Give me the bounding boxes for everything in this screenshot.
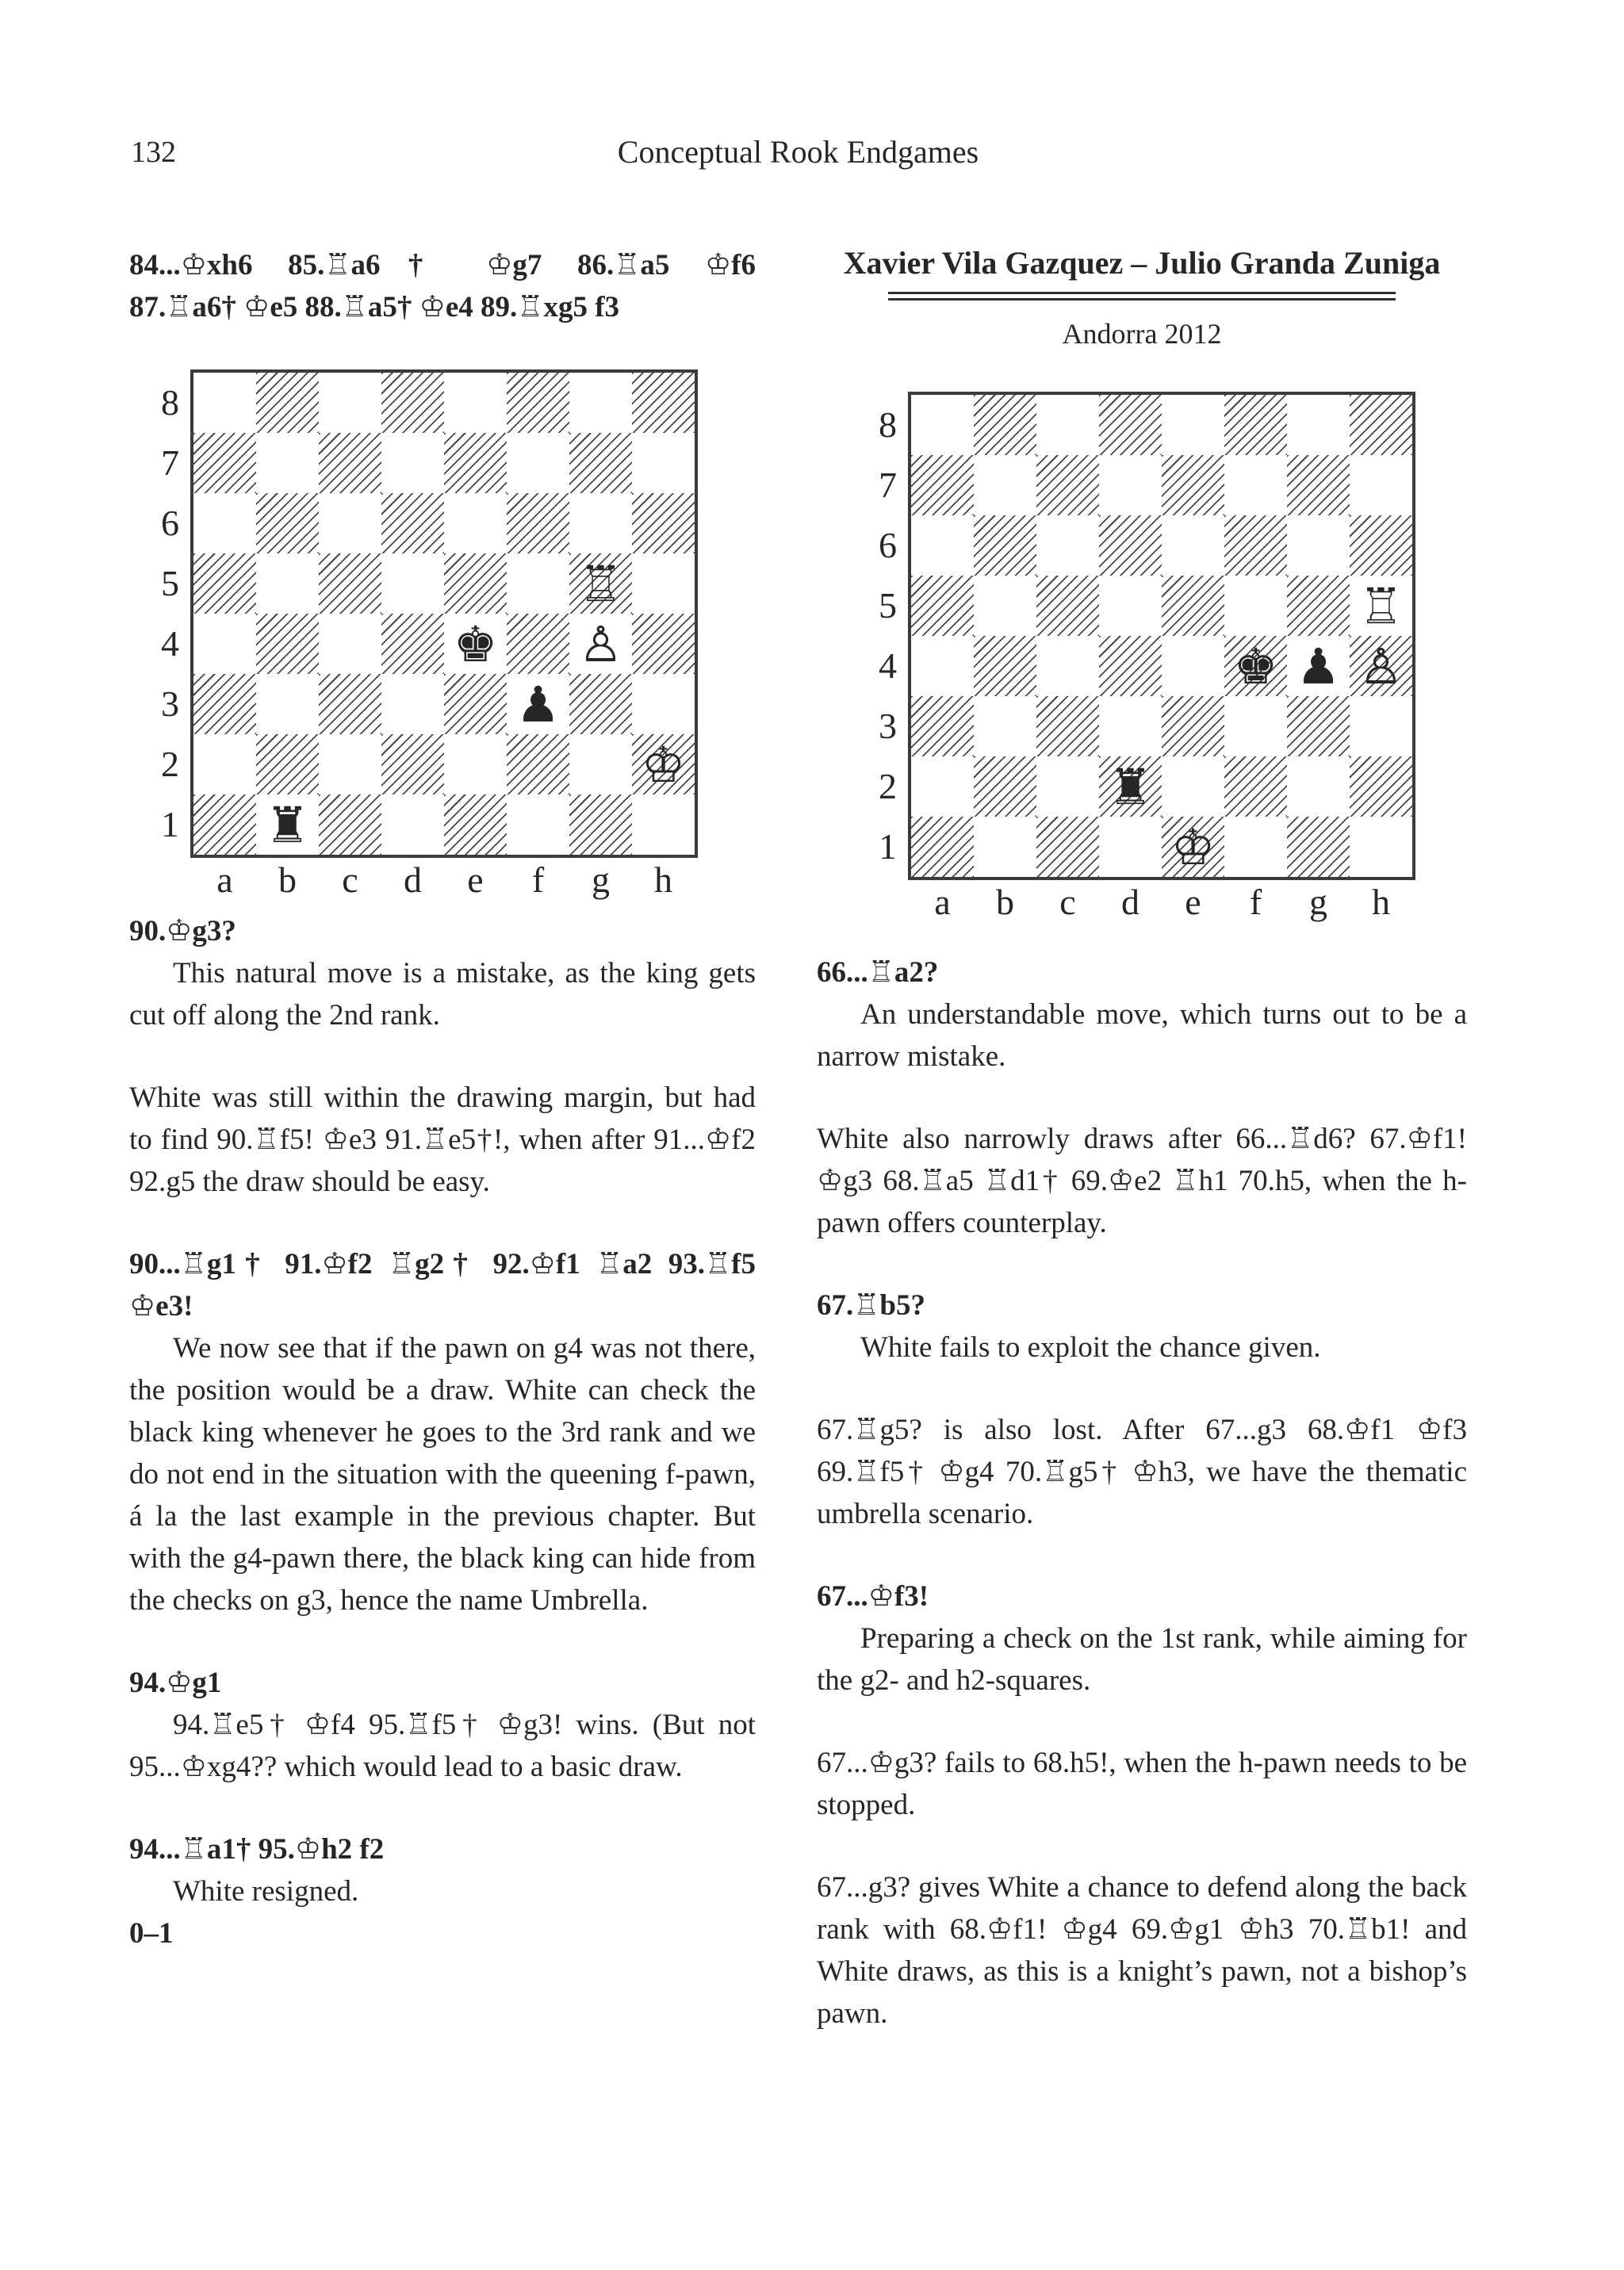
move-header: 90.♔g3? xyxy=(129,915,236,947)
square-h6 xyxy=(1350,515,1412,576)
square-g8 xyxy=(1287,395,1350,455)
square-b8 xyxy=(974,395,1036,455)
analysis-paragraph: This natural move is a mistake, as the king gets cut off along the 2nd rank. xyxy=(129,957,756,1032)
file-label: h xyxy=(1372,882,1390,922)
black-pawn: ♟ xyxy=(1296,637,1341,695)
square-e6 xyxy=(1162,515,1224,576)
square-c4 xyxy=(1036,636,1099,696)
square-f3 xyxy=(507,674,569,734)
square-d2 xyxy=(1099,756,1162,817)
analysis-paragraph: 67.♖g5? is also lost. After 67...g3 68.♔f1 ♔f3 69.♖f5† ♔g4 70.♖g5† ♔h3, we have the thematic umbrella scenario. xyxy=(817,1414,1467,1530)
square-a7 xyxy=(193,433,256,493)
square-c3 xyxy=(1036,696,1099,756)
rank-labels xyxy=(863,392,908,880)
square-e8 xyxy=(444,373,507,433)
file-label: b xyxy=(278,859,297,900)
square-h5 xyxy=(632,553,695,614)
square-g2 xyxy=(569,734,632,794)
move-header: ♔e3! xyxy=(129,1290,193,1323)
square-a7 xyxy=(911,455,974,515)
square-a5 xyxy=(193,553,256,614)
square-a8 xyxy=(193,373,256,433)
square-g2 xyxy=(1287,756,1350,817)
white-rook: ♖ xyxy=(1358,576,1404,635)
square-b5 xyxy=(256,553,319,614)
square-c3 xyxy=(319,674,381,734)
square-f2 xyxy=(1224,756,1287,817)
square-a2 xyxy=(193,734,256,794)
file-label: e xyxy=(1185,882,1201,922)
square-c4 xyxy=(319,614,381,674)
white-rook: ♖ xyxy=(578,554,623,613)
square-c1 xyxy=(1036,817,1099,877)
chess-board xyxy=(190,369,698,858)
square-b5 xyxy=(974,576,1036,636)
rank-label: 6 xyxy=(161,503,179,543)
square-c2 xyxy=(319,734,381,794)
rank-labels xyxy=(145,369,190,858)
analysis-paragraph: 67...♔g3? fails to 68.h5!, when the h-pawn needs to be stopped. xyxy=(817,1747,1467,1821)
square-g7 xyxy=(1287,455,1350,515)
square-f1 xyxy=(507,794,569,855)
rank-label: 3 xyxy=(879,706,897,746)
square-f8 xyxy=(1224,395,1287,455)
square-a1 xyxy=(911,817,974,877)
square-h8 xyxy=(632,373,695,433)
square-h6 xyxy=(632,493,695,553)
square-c5 xyxy=(319,553,381,614)
rank-label: 5 xyxy=(161,563,179,603)
rank-label: 1 xyxy=(161,804,179,844)
square-f2 xyxy=(507,734,569,794)
right-column xyxy=(817,244,1467,2035)
square-g7 xyxy=(569,433,632,493)
square-e4 xyxy=(444,614,507,674)
chess-diagram-right xyxy=(863,392,1467,923)
square-e2 xyxy=(444,734,507,794)
move-header: 67.♖b5? xyxy=(817,1289,925,1322)
game-title: Xavier Vila Gazquez – Julio Granda Zuniga xyxy=(843,245,1441,281)
square-e6 xyxy=(444,493,507,553)
move-text: 84...♔xh6 85.♖a6† ♔g7 86.♖a5 ♔f6 xyxy=(129,249,756,281)
square-a4 xyxy=(193,614,256,674)
square-f3 xyxy=(1224,696,1287,756)
square-e5 xyxy=(444,553,507,614)
square-a5 xyxy=(911,576,974,636)
rank-label: 2 xyxy=(879,766,897,806)
square-b8 xyxy=(256,373,319,433)
chess-board xyxy=(908,392,1415,880)
file-labels xyxy=(908,882,1415,923)
move-header: 90...♖g1† 91.♔f2 ♖g2† 92.♔f1 ♖a2 93.♖f5 xyxy=(129,1248,756,1280)
square-h3 xyxy=(632,674,695,734)
square-h4 xyxy=(632,614,695,674)
square-d3 xyxy=(1099,696,1162,756)
square-d1 xyxy=(1099,817,1162,877)
square-h1 xyxy=(632,794,695,855)
analysis-paragraph: Preparing a check on the 1st rank, while aiming for the g2- and h2-squares. xyxy=(817,1622,1467,1697)
file-label: c xyxy=(342,859,358,900)
file-label: g xyxy=(592,859,610,900)
square-g5 xyxy=(569,553,632,614)
analysis-paragraph: White was still within the drawing margin, but had to find 90.♖f5! ♔e3 91.♖e5†!, when after 91...♔f2 92.g5 the draw should be easy. xyxy=(129,1081,756,1198)
analysis-paragraph: White also narrowly draws after 66...♖d6? 67.♔f1! ♔g3 68.♖a5 ♖d1† 69.♔e2 ♖h1 70.h5, when the h-pawn offers counterplay. xyxy=(817,1123,1467,1239)
square-g6 xyxy=(1287,515,1350,576)
square-f1 xyxy=(1224,817,1287,877)
square-d2 xyxy=(381,734,444,794)
square-g1 xyxy=(569,794,632,855)
square-d8 xyxy=(381,373,444,433)
square-d5 xyxy=(381,553,444,614)
rank-label: 6 xyxy=(879,525,897,565)
square-h7 xyxy=(1350,455,1412,515)
square-b6 xyxy=(974,515,1036,576)
square-f7 xyxy=(507,433,569,493)
black-rook: ♜ xyxy=(1108,757,1153,816)
square-d4 xyxy=(1099,636,1162,696)
square-e1 xyxy=(1162,817,1224,877)
rank-label: 1 xyxy=(879,826,897,867)
square-d6 xyxy=(381,493,444,553)
file-label: h xyxy=(654,859,672,900)
square-e3 xyxy=(444,674,507,734)
square-d5 xyxy=(1099,576,1162,636)
square-e5 xyxy=(1162,576,1224,636)
square-e4 xyxy=(1162,636,1224,696)
square-c8 xyxy=(319,373,381,433)
rank-label: 8 xyxy=(161,382,179,423)
square-b3 xyxy=(256,674,319,734)
analysis-paragraph: White fails to exploit the chance given. xyxy=(860,1331,1321,1364)
square-a8 xyxy=(911,395,974,455)
square-b2 xyxy=(974,756,1036,817)
square-f5 xyxy=(1224,576,1287,636)
analysis-paragraph: An understandable move, which turns out to be a narrow mistake. xyxy=(817,998,1467,1073)
square-g4 xyxy=(1287,636,1350,696)
square-c6 xyxy=(1036,515,1099,576)
square-b2 xyxy=(256,734,319,794)
move-header: 66...♖a2? xyxy=(817,956,939,989)
square-d4 xyxy=(381,614,444,674)
file-label: a xyxy=(216,859,233,900)
black-king: ♚ xyxy=(1233,637,1278,695)
file-label: b xyxy=(996,882,1014,922)
square-c1 xyxy=(319,794,381,855)
square-h1 xyxy=(1350,817,1412,877)
square-a3 xyxy=(193,674,256,734)
square-d8 xyxy=(1099,395,1162,455)
square-f7 xyxy=(1224,455,1287,515)
square-e2 xyxy=(1162,756,1224,817)
square-b7 xyxy=(974,455,1036,515)
file-label: e xyxy=(467,859,484,900)
square-b7 xyxy=(256,433,319,493)
rank-label: 3 xyxy=(161,683,179,724)
square-b6 xyxy=(256,493,319,553)
square-e8 xyxy=(1162,395,1224,455)
square-g4 xyxy=(569,614,632,674)
square-f4 xyxy=(1224,636,1287,696)
square-f6 xyxy=(1224,515,1287,576)
square-g6 xyxy=(569,493,632,553)
double-rule xyxy=(888,292,1396,300)
white-king: ♔ xyxy=(1170,817,1216,876)
analysis-paragraph: 94.♖e5† ♔f4 95.♖f5† ♔g3! wins. (But not 95...♔xg4?? which would lead to a basic draw. xyxy=(129,1709,756,1783)
square-d6 xyxy=(1099,515,1162,576)
rank-label: 2 xyxy=(161,744,179,784)
square-d3 xyxy=(381,674,444,734)
square-h2 xyxy=(1350,756,1412,817)
square-b4 xyxy=(974,636,1036,696)
square-c6 xyxy=(319,493,381,553)
analysis-paragraph: We now see that if the pawn on g4 was not there, the position would be a draw. White can check the black king whenever he goes to the 3rd rank and we do not end in the situation with the queening f-pawn, á la the last example in the previous chapter. But with the g4-pawn there, the black king can hide from the checks on g3, hence the name Umbrella. xyxy=(129,1332,756,1617)
square-f8 xyxy=(507,373,569,433)
square-b3 xyxy=(974,696,1036,756)
event-name: Andorra 2012 xyxy=(1062,318,1222,350)
square-d1 xyxy=(381,794,444,855)
square-g3 xyxy=(1287,696,1350,756)
square-h8 xyxy=(1350,395,1412,455)
page-number: 132 xyxy=(131,136,176,169)
move-text: 87.♖a6† ♔e5 88.♖a5† ♔e4 89.♖xg5 f3 xyxy=(129,291,620,323)
square-h5 xyxy=(1350,576,1412,636)
black-pawn: ♟ xyxy=(515,675,561,733)
square-a4 xyxy=(911,636,974,696)
rank-label: 4 xyxy=(161,623,179,664)
square-a6 xyxy=(193,493,256,553)
rank-label: 7 xyxy=(161,442,179,483)
chess-diagram-left xyxy=(145,369,756,901)
square-h3 xyxy=(1350,696,1412,756)
square-c8 xyxy=(1036,395,1099,455)
square-e3 xyxy=(1162,696,1224,756)
square-g1 xyxy=(1287,817,1350,877)
file-label: a xyxy=(934,882,951,922)
two-column-layout xyxy=(129,244,1467,2035)
square-c7 xyxy=(319,433,381,493)
square-e1 xyxy=(444,794,507,855)
rank-label: 4 xyxy=(879,645,897,686)
square-b1 xyxy=(256,794,319,855)
file-label: f xyxy=(531,859,545,900)
game-result: 0–1 xyxy=(129,1917,174,1950)
square-d7 xyxy=(1099,455,1162,515)
rank-label: 7 xyxy=(879,465,897,505)
running-title: Conceptual Rook Endgames xyxy=(617,134,979,170)
move-header: 67...♔f3! xyxy=(817,1580,929,1613)
square-c2 xyxy=(1036,756,1099,817)
file-labels xyxy=(190,859,698,901)
square-b4 xyxy=(256,614,319,674)
square-h4 xyxy=(1350,636,1412,696)
square-c7 xyxy=(1036,455,1099,515)
square-g3 xyxy=(569,674,632,734)
square-h7 xyxy=(632,433,695,493)
square-g5 xyxy=(1287,576,1350,636)
square-e7 xyxy=(444,433,507,493)
black-rook: ♜ xyxy=(265,795,310,854)
square-e7 xyxy=(1162,455,1224,515)
square-f4 xyxy=(507,614,569,674)
rank-label: 5 xyxy=(879,585,897,626)
square-f5 xyxy=(507,553,569,614)
analysis-paragraph: White resigned. xyxy=(173,1875,359,1908)
file-label: f xyxy=(1249,882,1262,922)
white-pawn: ♙ xyxy=(1358,637,1404,695)
file-label: d xyxy=(404,859,422,900)
left-column xyxy=(129,244,756,2035)
square-g8 xyxy=(569,373,632,433)
move-header: 94...♖a1† 95.♔h2 f2 xyxy=(129,1833,385,1866)
white-king: ♔ xyxy=(641,735,686,794)
rank-label: 8 xyxy=(879,404,897,445)
file-label: d xyxy=(1121,882,1139,922)
black-king: ♚ xyxy=(453,614,498,673)
square-d7 xyxy=(381,433,444,493)
file-label: g xyxy=(1309,882,1327,922)
square-c5 xyxy=(1036,576,1099,636)
analysis-paragraph: 67...g3? gives White a chance to defend along the back rank with 68.♔f1! ♔g4 69.♔g1 ♔h3 70.♖b1! and White draws, as this is a knight’s pawn, not a bishop’s pawn. xyxy=(817,1871,1467,2030)
file-label: c xyxy=(1059,882,1076,922)
page-header xyxy=(129,135,1467,174)
white-pawn: ♙ xyxy=(578,614,623,673)
move-header: 94.♔g1 xyxy=(129,1667,222,1699)
square-b1 xyxy=(974,817,1036,877)
square-h2 xyxy=(632,734,695,794)
square-a6 xyxy=(911,515,974,576)
square-f6 xyxy=(507,493,569,553)
square-a2 xyxy=(911,756,974,817)
square-a3 xyxy=(911,696,974,756)
square-a1 xyxy=(193,794,256,855)
